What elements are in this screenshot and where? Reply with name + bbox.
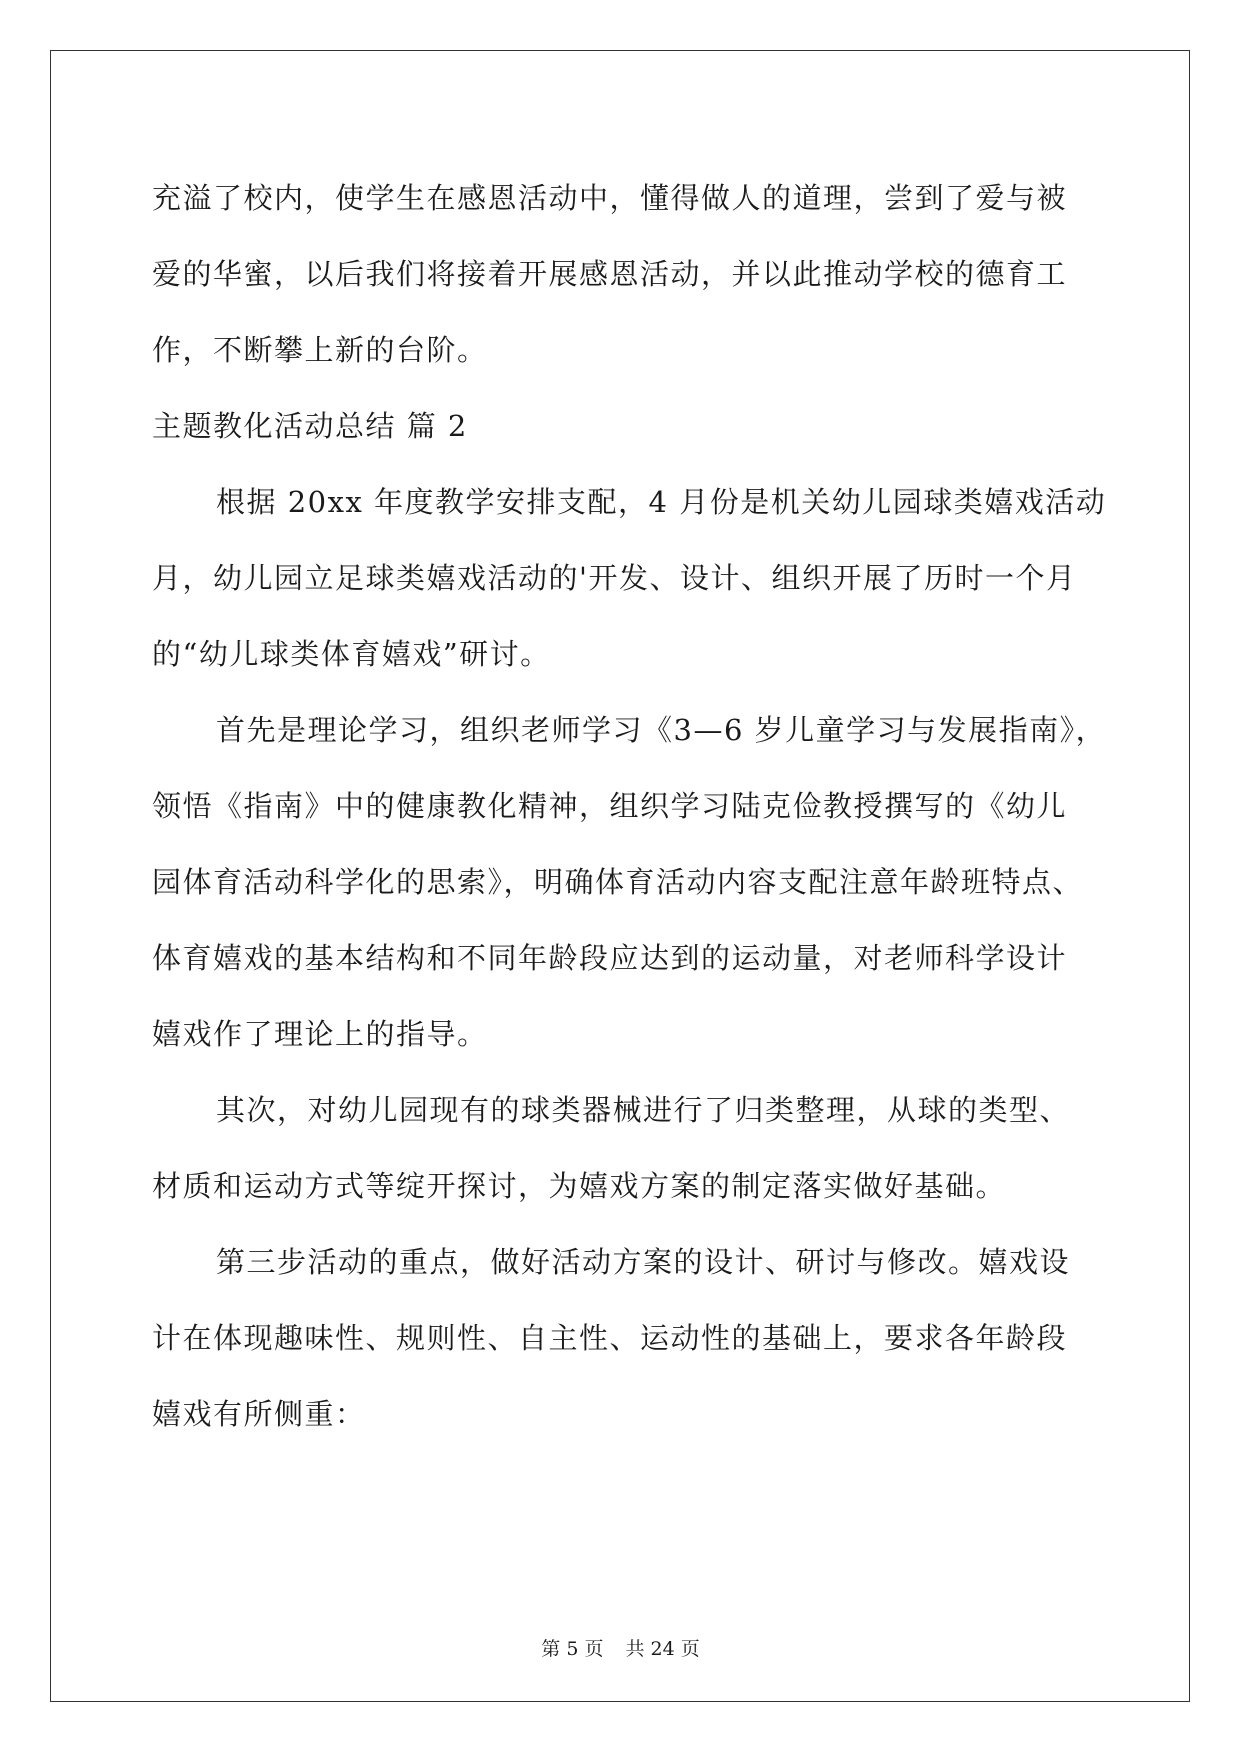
paragraph-line: 首先是理论学习，组织老师学习《3—6 岁儿童学习与发展指南》， bbox=[216, 713, 1107, 747]
paragraph-line: 领悟《指南》中的健康教化精神，组织学习陆克俭教授撰写的《幼儿 bbox=[152, 789, 1068, 823]
paragraph-line: 第三步活动的重点，做好活动方案的设计、研讨与修改。嬉戏设 bbox=[216, 1245, 1071, 1279]
page-number: 第 5 页 bbox=[541, 1638, 604, 1660]
paragraph-line: 体育嬉戏的基本结构和不同年龄段应达到的运动量，对老师科学设计 bbox=[152, 941, 1068, 975]
paragraph-line: 月，幼儿园立足球类嬉戏活动的'开发、设计、组织开展了历时一个月 bbox=[152, 561, 1077, 595]
page-footer bbox=[0, 1634, 1241, 1661]
paragraph-line: 充溢了校内，使学生在感恩活动中，懂得做人的道理，尝到了爱与被 bbox=[152, 181, 1068, 215]
section-heading: 主题教化活动总结 篇 2 bbox=[152, 409, 468, 443]
paragraph-line: 计在体现趣味性、规则性、自主性、运动性的基础上，要求各年龄段 bbox=[152, 1321, 1068, 1355]
paragraph-line: 作，不断攀上新的台阶。 bbox=[152, 333, 488, 367]
paragraph-line: 嬉戏有所侧重： bbox=[152, 1397, 366, 1431]
paragraph-line: 的“幼儿球类体育嬉戏”研讨。 bbox=[152, 637, 551, 671]
paragraph-line: 根据 20xx 年度教学安排支配，4 月份是机关幼儿园球类嬉戏活动 bbox=[216, 485, 1107, 519]
document-body bbox=[152, 160, 1107, 1452]
paragraph-line: 爱的华蜜，以后我们将接着开展感恩活动，并以此推动学校的德育工 bbox=[152, 257, 1068, 291]
page-total: 共 24 页 bbox=[625, 1638, 700, 1660]
paragraph-line: 嬉戏作了理论上的指导。 bbox=[152, 1017, 488, 1051]
paragraph-line: 其次，对幼儿园现有的球类器械进行了归类整理，从球的类型、 bbox=[216, 1093, 1071, 1127]
paragraph-line: 园体育活动科学化的思索》，明确体育活动内容支配注意年龄班特点、 bbox=[152, 865, 1084, 899]
paragraph-line: 材质和运动方式等绽开探讨，为嬉戏方案的制定落实做好基础。 bbox=[152, 1169, 1007, 1203]
